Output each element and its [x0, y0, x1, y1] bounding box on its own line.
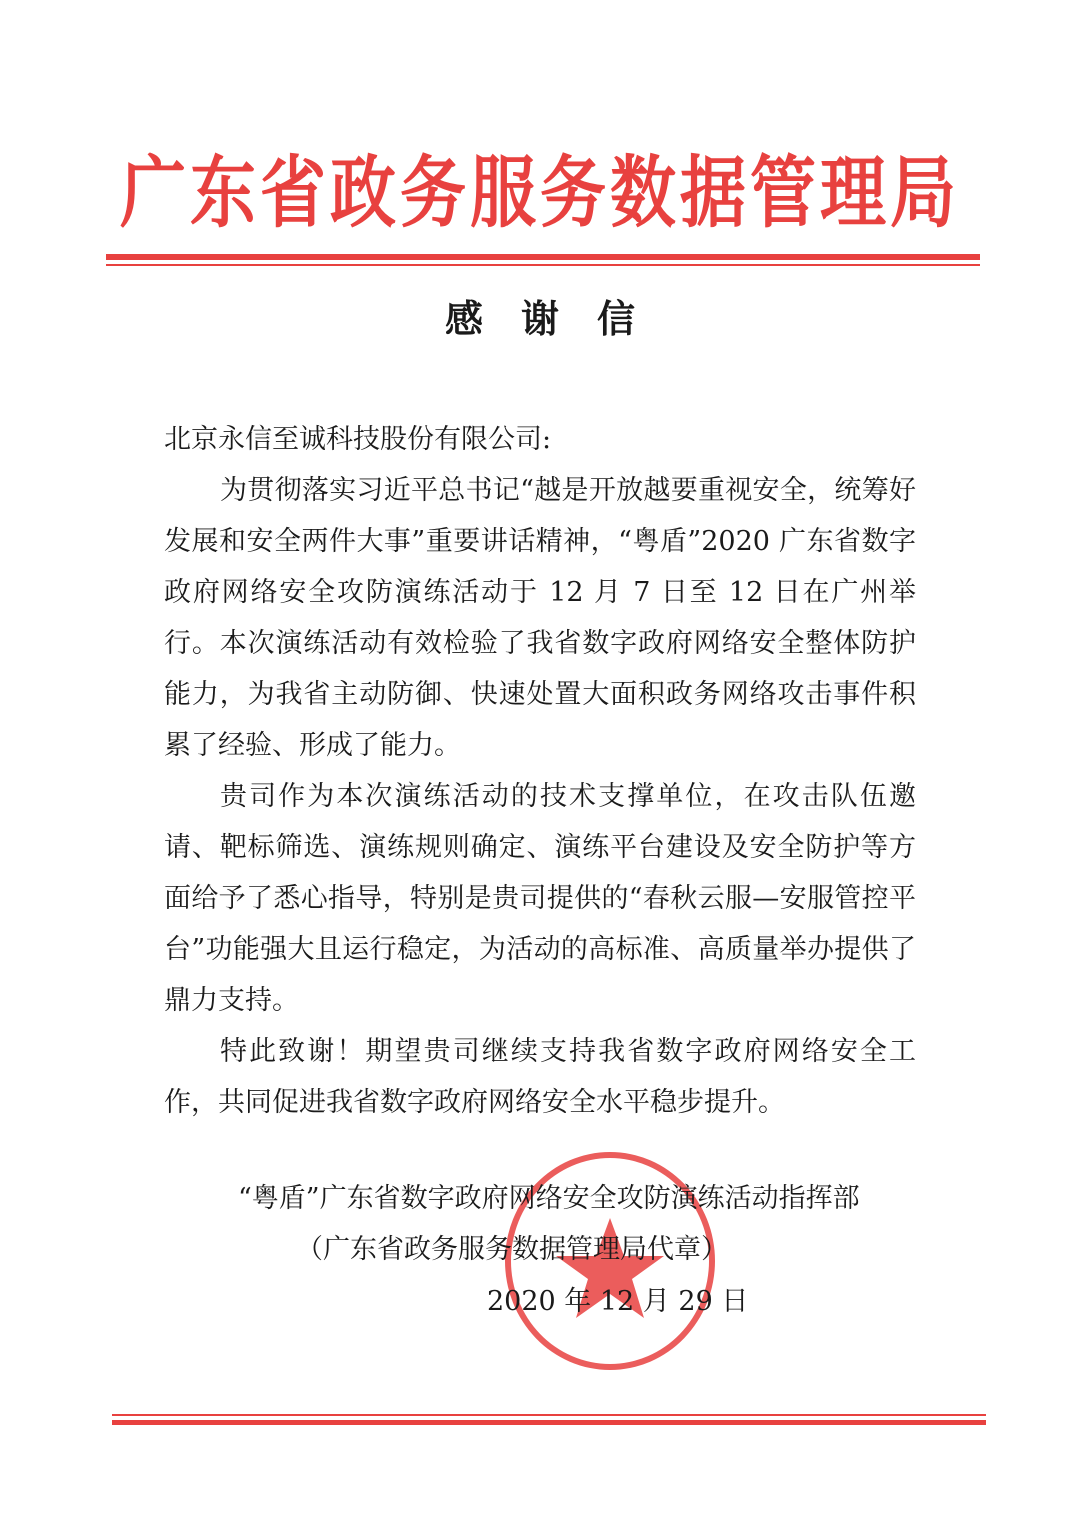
salutation: 北京永信至诚科技股份有限公司:: [164, 424, 552, 455]
letter-title: 感谢信: [444, 297, 673, 341]
footer-rule-thick: [112, 1420, 986, 1425]
letterhead-organization: 广东省政务服务数据管理局: [120, 147, 960, 239]
signature-seal-note: （广东省政务服务数据管理局代章）: [296, 1234, 728, 1265]
paragraph-3: 特此致谢！期望贵司继续支持我省数字政府网络安全工作，共同促进我省数字政府网络安全水平稳步提升。: [164, 1036, 916, 1118]
footer-rule-thin: [112, 1414, 986, 1416]
header-rule-thick: [106, 254, 980, 260]
signature-date: 2020 年 12 月 29 日: [487, 1286, 749, 1317]
paragraph-2: 贵司作为本次演练活动的技术支撑单位，在攻击队伍邀请、靶标筛选、演练规则确定、演练平台建设及安全防护等方面给予了悉心指导，特别是贵司提供的“春秋云服—安服管控平台”功能强大且运行稳定，为活动的高标准、高质量举办提供了鼎力支持。: [164, 781, 916, 1016]
letter-body: [164, 414, 916, 1128]
header-rule-thin: [106, 264, 980, 266]
signature-issuer: “粤盾”广东省数字政府网络安全攻防演练活动指挥部: [238, 1183, 860, 1214]
paragraph-1: 为贯彻落实习近平总书记“越是开放越要重视安全，统筹好发展和安全两件大事”重要讲话精神，“粤盾”2020 广东省数字政府网络安全攻防演练活动于 12 月 7 日至 12 日在广州举行。本次演练活动有效检验了我省数字政府网络安全整体防护能力，为我省主动防御、快速处置大面积政务网络攻击事件积累了经验、形成了能力。: [164, 475, 916, 761]
